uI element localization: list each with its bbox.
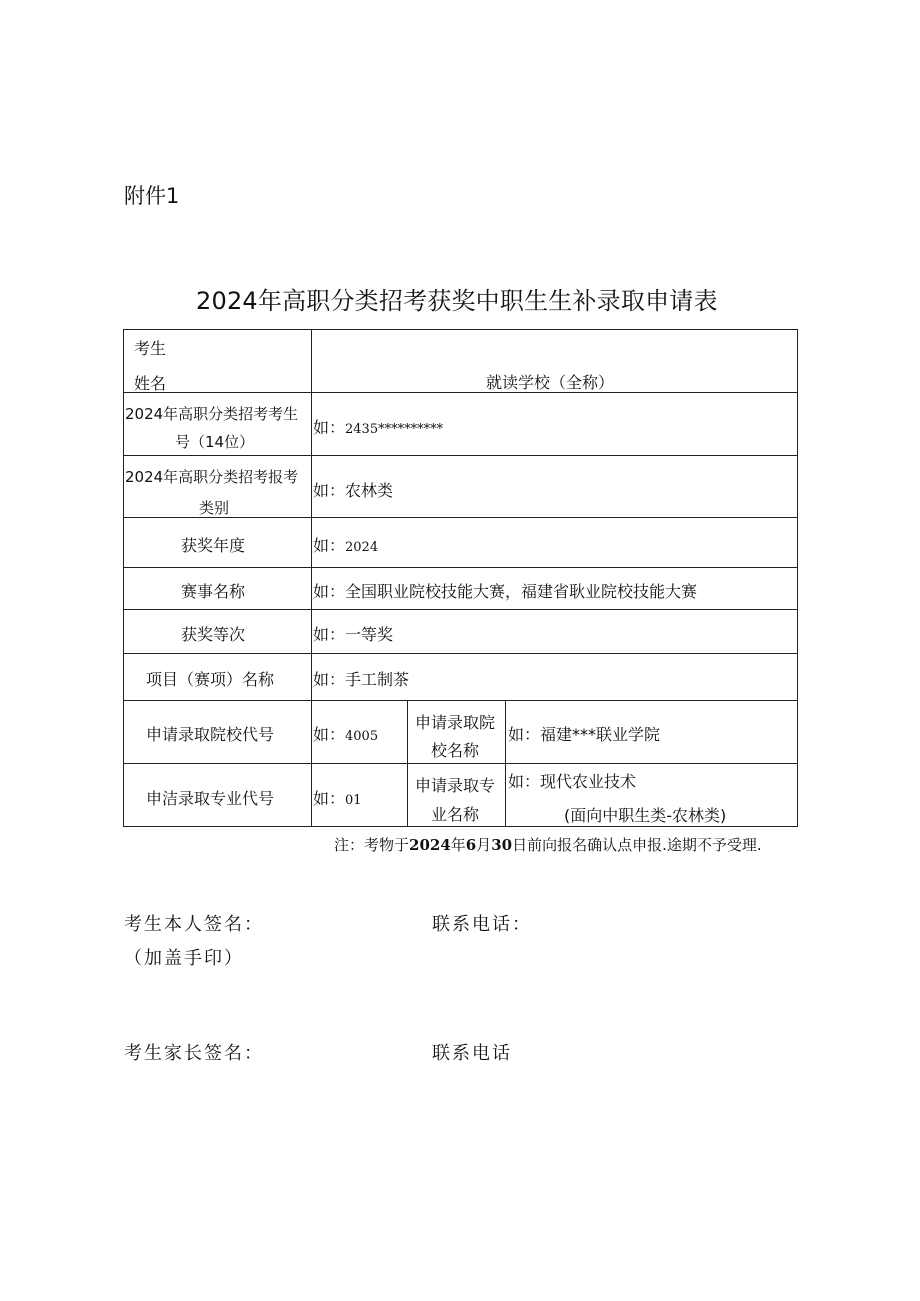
student-sign-label: 考生本人签名： bbox=[124, 914, 264, 935]
college-code-prefix: 如： bbox=[313, 725, 346, 744]
major-code-prefix: 如： bbox=[313, 789, 346, 808]
school-header: 就读学校（全称） bbox=[486, 373, 615, 392]
major-name-field-line2[interactable]: (面向中职生类-农林类) bbox=[564, 806, 727, 825]
major-name-field-line1[interactable]: 如：现代农业技术 bbox=[508, 772, 637, 791]
note-text-month-unit: 月 bbox=[476, 836, 492, 854]
award-year-example: 2024 bbox=[345, 540, 379, 555]
note-day: 30 bbox=[491, 836, 513, 854]
award-year-field[interactable] bbox=[313, 533, 378, 556]
award-year-label: 获奖年度 bbox=[181, 536, 246, 555]
exam-no-example: 2435********** bbox=[345, 422, 444, 437]
deadline-note bbox=[334, 834, 762, 855]
exam-no-label-line1: 2024年高职分类招考考生 bbox=[125, 405, 299, 423]
major-name-label-line2: 业名称 bbox=[431, 805, 480, 824]
student-sign-hint: （加盖手印） bbox=[124, 948, 244, 969]
parent-phone-label: 联系电话 bbox=[432, 1043, 512, 1064]
college-name-label-line2: 校名称 bbox=[431, 741, 480, 760]
item-name-label: 项目（赛项）名称 bbox=[146, 670, 275, 689]
major-name-label-line1: 申请录取专 bbox=[415, 776, 496, 795]
attachment-label: 附件1 bbox=[124, 184, 180, 208]
note-text-before: 注：考物于 bbox=[334, 836, 410, 854]
college-code-field[interactable] bbox=[313, 722, 378, 745]
note-month: 6 bbox=[465, 836, 477, 854]
college-name-label-line1: 申请录取院 bbox=[415, 713, 496, 732]
event-name-label: 赛事名称 bbox=[181, 582, 246, 601]
student-phone-label: 联系电话： bbox=[432, 914, 532, 935]
award-level-field[interactable]: 如：一等奖 bbox=[313, 625, 394, 644]
major-code-label: 申洁录取专业代号 bbox=[146, 789, 275, 808]
note-text-year-unit: 年 bbox=[450, 836, 466, 854]
note-text-after: 日前向报名确认点申报.途期不予受理. bbox=[512, 836, 762, 854]
note-year: 2024 bbox=[409, 836, 451, 854]
category-label-line2: 类别 bbox=[199, 499, 230, 517]
name-label-line2: 姓名 bbox=[134, 374, 167, 393]
college-code-label: 申请录取院校代号 bbox=[146, 725, 275, 744]
category-label-line1: 2024年高职分类招考报考 bbox=[125, 468, 299, 486]
event-name-field[interactable]: 如：全国职业院校技能大赛，福建省耿业院校技能大赛 bbox=[313, 582, 698, 601]
item-name-field[interactable]: 如：手工制茶 bbox=[313, 670, 410, 689]
name-label-line1: 考生 bbox=[134, 339, 167, 358]
award-year-prefix: 如： bbox=[313, 536, 346, 555]
major-code-example: 01 bbox=[345, 793, 362, 808]
major-code-field[interactable] bbox=[313, 786, 362, 809]
college-name-field[interactable]: 如：福建***联业学院 bbox=[508, 725, 661, 744]
exam-no-prefix: 如： bbox=[313, 418, 346, 437]
exam-no-label-line2: 号（14位） bbox=[175, 433, 255, 451]
college-code-example: 4005 bbox=[345, 729, 379, 744]
parent-sign-label: 考生家长签名： bbox=[124, 1043, 264, 1064]
exam-no-field[interactable] bbox=[313, 415, 443, 438]
award-level-label: 获奖等次 bbox=[181, 625, 246, 644]
category-field[interactable]: 如：农林类 bbox=[313, 481, 394, 500]
form-title: 2024年高职分类招考获奖中职生生补录取申请表 bbox=[196, 287, 718, 315]
